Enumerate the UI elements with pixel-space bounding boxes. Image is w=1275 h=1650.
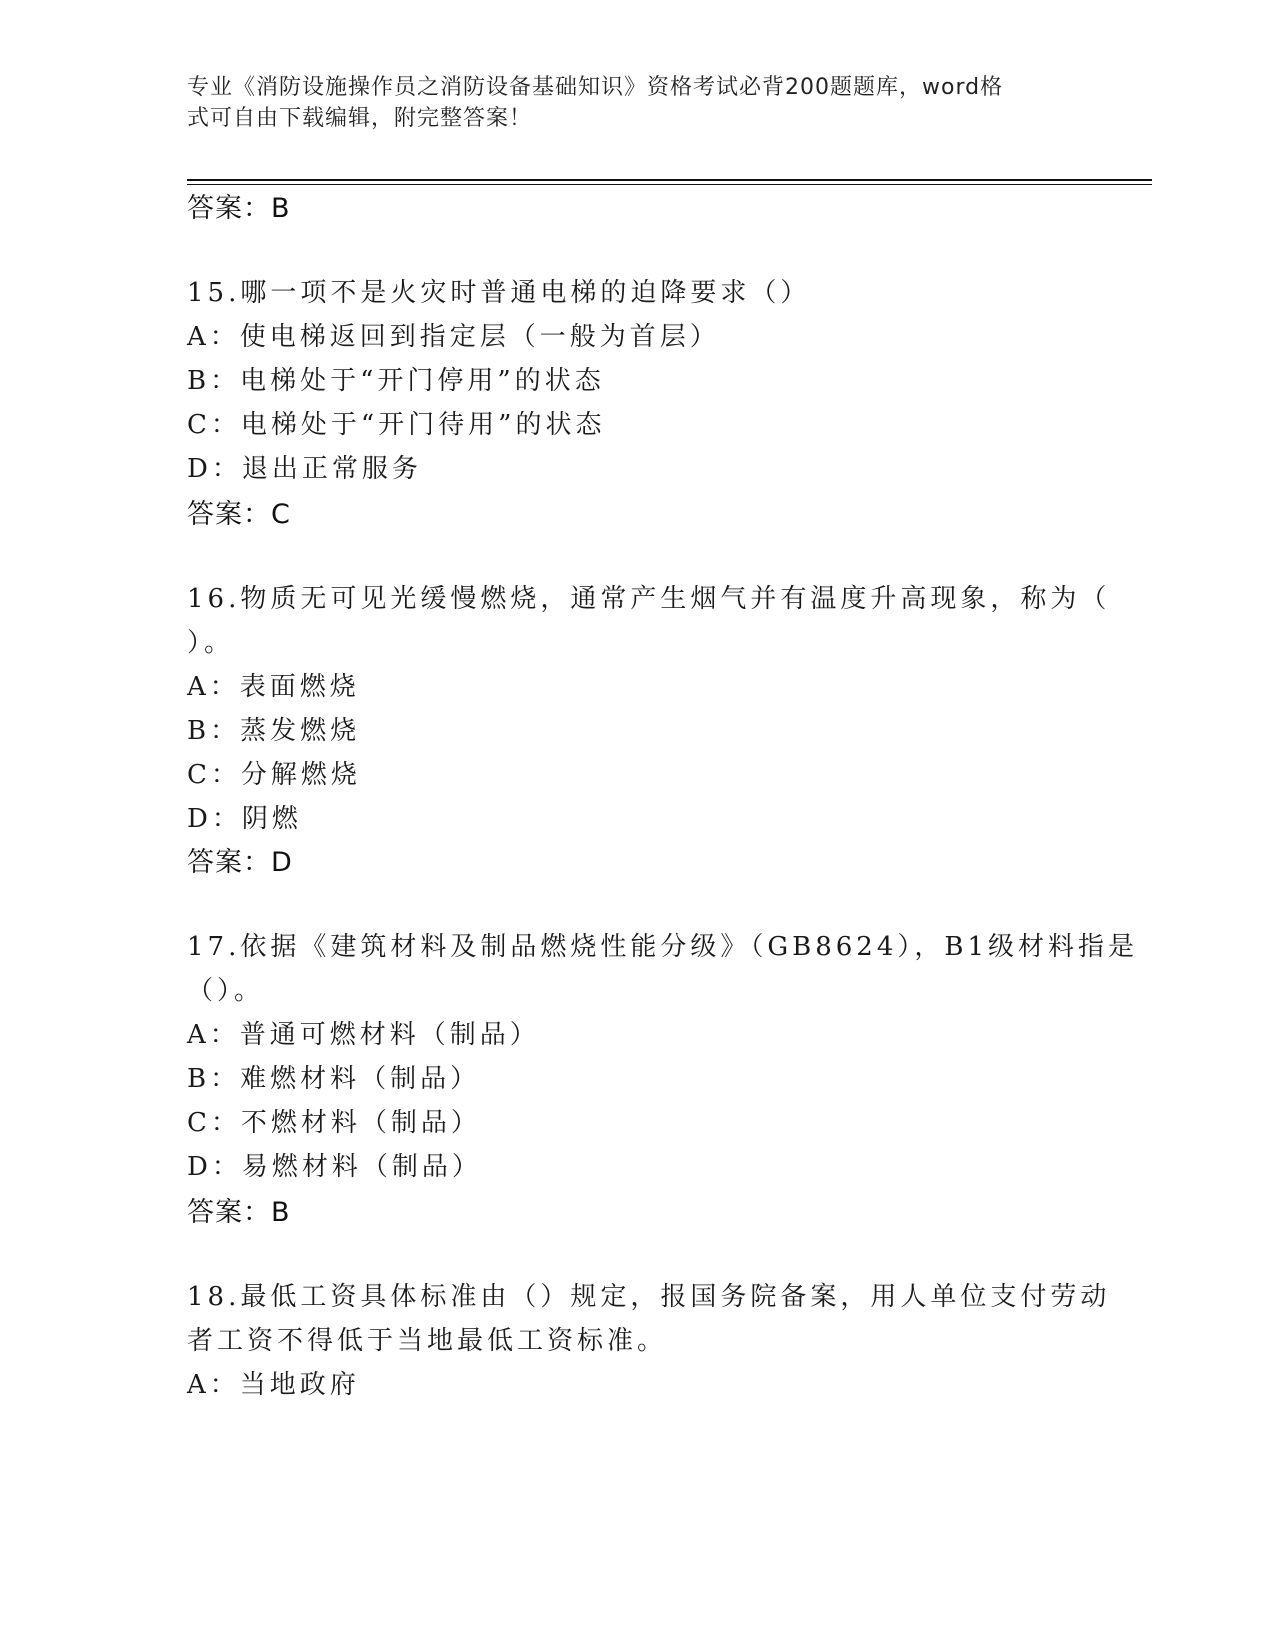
question-16-option-c: C：分解燃烧 [187, 760, 361, 790]
question-18-option-a: A：当地政府 [187, 1370, 360, 1400]
question-15-stem: 15.哪一项不是火灾时普通电梯的迫降要求（） [187, 278, 811, 308]
document-header [187, 72, 1077, 134]
question-18-stem-cont: 者工资不得低于当地最低工资标准。 [187, 1326, 668, 1356]
header-line-2: 式可自由下载编辑，附完整答案！ [187, 106, 533, 131]
question-15-option-c: C：电梯处于“开门待用”的状态 [187, 410, 606, 440]
question-17-option-d: D：易燃材料（制品） [187, 1152, 482, 1182]
header-divider-thin [187, 184, 1152, 185]
question-17-stem-cont: （）。 [187, 976, 265, 1006]
question-17-option-b: B：难燃材料（制品） [187, 1064, 481, 1094]
question-17-option-a: A：普通可燃材料（制品） [187, 1020, 540, 1050]
question-16-option-a: A：表面燃烧 [187, 672, 360, 702]
question-16-stem-cont: ）。 [187, 628, 235, 658]
question-15-option-b: B：电梯处于“开门停用”的状态 [187, 366, 605, 396]
question-17-option-c: C：不燃材料（制品） [187, 1108, 481, 1138]
question-15-option-d: D：退出正常服务 [187, 454, 422, 484]
answer-line: 答案：B [187, 193, 291, 224]
question-16-stem: 16.物质无可见光缓慢燃烧，通常产生烟气并有温度升高现象，称为（ [187, 584, 1111, 614]
header-divider [187, 179, 1152, 181]
question-17-stem: 17.依据《建筑材料及制品燃烧性能分级》（GB8624），B1级材料指是 [187, 932, 1139, 962]
question-17-answer: 答案：B [187, 1197, 291, 1228]
question-18-stem: 18.最低工资具体标准由（）规定，报国务院备案，用人单位支付劳动 [187, 1282, 1111, 1312]
question-16-answer: 答案：D [187, 847, 293, 878]
question-15-answer: 答案：C [187, 499, 291, 530]
header-line-1: 专业《消防设施操作员之消防设备基础知识》资格考试必背200题题库，word格 [187, 75, 1004, 100]
question-16-option-b: B：蒸发燃烧 [187, 716, 361, 746]
question-16-option-d: D：阴燃 [187, 804, 302, 834]
question-15-option-a: A：使电梯返回到指定层（一般为首层） [187, 322, 720, 352]
